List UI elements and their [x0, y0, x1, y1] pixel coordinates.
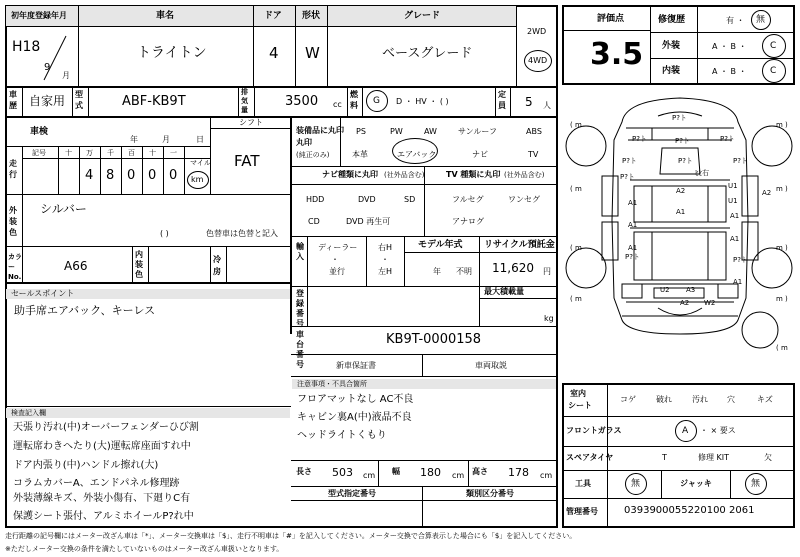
- equipment-title-2: 丸印: [296, 138, 312, 147]
- length-cm: cm: [363, 471, 376, 480]
- tire-mark: ( m: [570, 244, 582, 252]
- equip-aw: AW: [424, 127, 437, 136]
- max-load-unit: kg: [544, 314, 554, 323]
- inspector-line: 運転席わきへたり(大)運転席座面すれ中: [13, 441, 191, 452]
- nav-cd: CD: [308, 217, 320, 226]
- damage-mark: P?ト: [675, 137, 690, 145]
- tire-mark: ( m: [776, 344, 788, 352]
- mileage-digit: 0: [148, 168, 157, 183]
- damage-mark: A1: [628, 244, 638, 252]
- mileage-label: 走行: [9, 159, 17, 179]
- equip-navi: ナビ: [472, 150, 488, 159]
- equip-abs: ABS: [526, 127, 542, 136]
- notes-label: 注意事項・不具合箇所: [297, 380, 367, 388]
- damage-mark: A1: [628, 199, 638, 207]
- left-hand: 左H: [378, 267, 393, 276]
- digit-header-3: 千: [107, 149, 114, 157]
- damage-mark: A1: [676, 208, 686, 216]
- damage-mark: W2: [704, 299, 716, 307]
- damage-mark: U1: [728, 182, 738, 190]
- shaken-year-unit: 年: [130, 135, 138, 144]
- sales-point-label: セールスポイント: [11, 289, 75, 298]
- seat-item: コゲ: [620, 395, 636, 404]
- import-dealer: ディーラー: [318, 243, 358, 252]
- equipment-title: 装備品に丸印: [296, 126, 344, 135]
- fuel-label: 燃料: [350, 90, 358, 110]
- management-label: 管理番号: [566, 507, 598, 516]
- equip-pw: PW: [390, 127, 403, 136]
- equip-sunroof: サンルーフ: [458, 127, 497, 136]
- interior-label: 内装: [662, 66, 681, 76]
- interior-color-label: 内装色: [135, 250, 143, 279]
- shaken-label: 車検: [30, 127, 49, 137]
- windshield-label: フロントガラス: [566, 426, 622, 435]
- damage-mark: ﾋﾋ右: [695, 169, 709, 177]
- tools-label: 工具: [575, 479, 591, 488]
- seat-item: 破れ: [656, 395, 672, 404]
- model-year-value: 不明: [456, 267, 472, 276]
- exterior-options: A ・ B ・: [712, 42, 747, 51]
- digit-header-5: 十: [149, 149, 156, 157]
- recycle-value: 11,620: [492, 261, 534, 275]
- interior-sheet-label-2: シート: [568, 401, 592, 410]
- height-cm: cm: [540, 471, 553, 480]
- inspector-line: ドア内張り(中)ハンドル擦れ(大): [13, 460, 159, 471]
- shift-value: FAT: [234, 152, 260, 170]
- car-name: トライトン: [137, 45, 207, 61]
- damage-mark: A1: [730, 212, 740, 220]
- damage-mark: P?ト: [733, 256, 748, 264]
- reg-month: 9: [44, 62, 51, 73]
- cc-unit: cc: [333, 100, 342, 109]
- import-dot: ・: [331, 255, 339, 264]
- import-parallel: 並行: [329, 267, 345, 276]
- damage-mark: A3: [686, 286, 696, 294]
- width-cm: cm: [452, 471, 465, 480]
- damage-mark: A1: [730, 235, 740, 243]
- inspector-line: コラムカバーA、エンドパネル修理跡: [13, 478, 180, 489]
- color-code: A66: [64, 259, 88, 273]
- inspector-line: 天張り汚れ(中)オーバーフェンダーひび割: [13, 422, 199, 433]
- mile-label: マイル: [190, 159, 211, 167]
- nav-title: ナビ種類に丸印: [322, 170, 378, 179]
- interior-sheet-label-1: 室内: [570, 389, 586, 398]
- usage-value: 自家用: [29, 94, 66, 108]
- damage-mark: P?ト: [632, 135, 647, 143]
- tv-oneseg: ワンセグ: [508, 195, 540, 204]
- spare-repair: 修理 KIT: [698, 453, 730, 462]
- mileage-digit: 0: [169, 168, 178, 183]
- repair-options: 有 ・: [726, 16, 745, 25]
- max-load-label: 最大積載量: [484, 287, 524, 296]
- equipment-subtitle: (純正のみ): [296, 151, 330, 159]
- door-label: ドア: [264, 11, 282, 21]
- mileage-digit: 8: [106, 168, 115, 183]
- ac-label: 冷房: [213, 255, 221, 276]
- tv-title: TV 種類に丸印: [446, 170, 501, 179]
- model-value: ABF-KB9T: [122, 94, 186, 109]
- tv-note: (社外品含む): [504, 171, 545, 179]
- shaken-day-unit: 日: [196, 135, 204, 144]
- first-reg-label: 初年度登録年月: [11, 11, 67, 20]
- color-label: 外装色: [9, 206, 17, 237]
- drive-4wd: 4WD: [528, 56, 548, 65]
- usage-label: 車歴: [9, 90, 17, 110]
- notes-line: ヘッドライトくもり: [297, 430, 387, 441]
- era-year: H18: [12, 39, 41, 55]
- tire-mark: ( m: [570, 121, 582, 129]
- damage-mark: A2: [676, 187, 686, 195]
- damage-mark: P?ト: [733, 157, 748, 165]
- length-value: 503: [332, 466, 353, 479]
- tire-mark: m ): [776, 121, 788, 129]
- doors-value: 4: [269, 44, 279, 62]
- drive-2wd: 2WD: [527, 27, 547, 36]
- equip-ps: PS: [356, 127, 366, 136]
- repair-label: 修復歴: [658, 15, 686, 25]
- digit-header-2: 万: [86, 149, 93, 157]
- model-designation-label: 型式指定番号: [328, 489, 376, 498]
- tools-circled: 無: [631, 479, 641, 489]
- spare-label: スペアタイヤ: [566, 453, 614, 462]
- damage-mark: P?ト: [625, 253, 640, 261]
- equip-leather: 本革: [352, 150, 368, 159]
- hand-dot: ・: [381, 255, 389, 264]
- exterior-circled: C: [770, 41, 777, 51]
- management-value: 0393900055220100 2061: [624, 505, 755, 516]
- nav-hdd: HDD: [306, 195, 325, 204]
- windshield-rest: ・ × 要ス: [700, 426, 736, 435]
- digit-header-1: 十: [65, 149, 72, 157]
- damage-mark: A1: [733, 278, 743, 286]
- equip-airbag: エアバック: [397, 150, 437, 159]
- interior-options: A ・ B ・: [712, 67, 747, 76]
- notes-line: キャビン裏A(中)液晶不良: [297, 412, 412, 423]
- mileage-digit: 0: [127, 168, 136, 183]
- shape-value: W: [305, 44, 320, 62]
- model-label: 型式: [75, 90, 83, 110]
- tire-mark: m ): [776, 244, 788, 252]
- car-name-label: 車名: [156, 11, 175, 21]
- color-paren: ( ): [160, 229, 169, 238]
- nav-dvd: DVD: [358, 195, 376, 204]
- damage-mark: P?ト: [620, 173, 635, 181]
- category-label: 類別区分番号: [466, 489, 514, 498]
- equip-tv: TV: [528, 150, 539, 159]
- right-hand: 右H: [378, 243, 393, 252]
- score-label: 評価点: [597, 14, 625, 24]
- length-label: 長さ: [296, 467, 312, 476]
- damage-mark: U1: [728, 197, 738, 205]
- vehicle-manual: 車両取説: [475, 361, 507, 370]
- repair-circled: 無: [756, 15, 766, 25]
- damage-mark: P?ト: [672, 114, 687, 122]
- mileage-digit: 4: [85, 168, 94, 183]
- jack-circled: 無: [751, 479, 761, 489]
- seat-item: 汚れ: [692, 395, 708, 404]
- interior-circled: C: [770, 66, 777, 76]
- model-year-unit: 年: [433, 267, 441, 276]
- damage-mark: A1: [628, 221, 638, 229]
- width-label: 幅: [392, 467, 400, 476]
- digit-header-4: 百: [128, 149, 135, 157]
- capacity-unit: 人: [543, 101, 551, 110]
- import-label: 輸入: [296, 242, 304, 261]
- recycle-label: リサイクル預託金: [484, 240, 555, 250]
- damage-diagram: [562, 88, 796, 378]
- damage-mark: P?ト: [622, 157, 637, 165]
- nav-sd: SD: [404, 195, 416, 204]
- tv-fullseg: フルセグ: [452, 195, 484, 204]
- inspector-line: 保護シート張付、アルミホイールP?れ中: [13, 511, 194, 522]
- fuel-options: D ・ HV ・ ( ): [396, 97, 449, 106]
- grade-value: ベースグレード: [382, 46, 473, 61]
- tire-mark: m ): [776, 295, 788, 303]
- footer-line-2: ※ただしメーター交換の条件を満たしていないものはメーター改ざん車扱いとなります。: [5, 545, 284, 553]
- displacement-label: 排気量: [241, 88, 248, 114]
- capacity-label: 定員: [498, 90, 506, 110]
- digit-header-0: 記号: [32, 149, 46, 157]
- notes-line: フロアマットなし AC不良: [297, 394, 414, 405]
- fuel-g: G: [373, 96, 380, 106]
- seat-item: 穴: [727, 395, 735, 404]
- recycle-yen: 円: [543, 267, 551, 276]
- color-value: シルバー: [40, 202, 87, 216]
- height-label: 高さ: [472, 467, 488, 476]
- exterior-label: 外装: [662, 41, 681, 51]
- tire-mark: ( m: [570, 295, 582, 303]
- shaken-month-unit: 月: [162, 135, 170, 144]
- damage-mark: A2: [680, 299, 690, 307]
- grade-label: グレード: [404, 11, 441, 21]
- spare-t: T: [662, 453, 667, 462]
- damage-mark: P?ト: [720, 135, 735, 143]
- footer-line-1: 走行距離の記号欄にはメーター改ざん車は「*」、メーター交換車は「$」、走行不明車は「#」を記入してください。メーター交換で合算表示した場合にも「$」を記入してください。: [5, 532, 577, 540]
- shift-label: シフト: [239, 118, 263, 127]
- tire-mark: ( m: [570, 185, 582, 193]
- nav-dvd-play: DVD 再生可: [346, 217, 391, 226]
- displacement-value: 3500: [285, 94, 319, 109]
- windshield-circled: A: [682, 426, 689, 436]
- registration-label: 登録番号: [296, 289, 304, 328]
- nav-note: (社外品含む): [384, 171, 425, 179]
- damage-mark: A2: [762, 189, 772, 197]
- chassis-label: 車台番号: [296, 330, 304, 369]
- inspector-label: 検査記入欄: [11, 409, 46, 417]
- km-label: km: [191, 175, 204, 184]
- width-value: 180: [420, 466, 441, 479]
- jack-label: ジャッキ: [680, 479, 712, 488]
- digit-header-6: 一: [170, 149, 177, 157]
- reg-month-unit: 月: [62, 71, 70, 80]
- score-value: 3.5: [590, 37, 644, 72]
- chassis-value: KB9T-0000158: [386, 332, 482, 347]
- new-car-warranty: 新車保証書: [336, 361, 376, 370]
- tv-analog: アナログ: [452, 217, 484, 226]
- tire-mark: m ): [776, 185, 788, 193]
- color-code-label: カラーNo.: [8, 253, 22, 281]
- height-value: 178: [508, 466, 529, 479]
- damage-mark: P?ト: [678, 157, 693, 165]
- inspector-line: 外装薄線キズ、外装小傷有、下廻りC有: [13, 493, 191, 504]
- seat-item: キズ: [757, 395, 773, 404]
- model-year-label: モデル年式: [418, 240, 463, 250]
- sales-point-text: 助手席エアバック、キーレス: [14, 304, 156, 317]
- capacity-value: 5: [525, 95, 533, 109]
- spare-none: 欠: [764, 453, 772, 462]
- damage-mark: U2: [660, 286, 670, 294]
- shape-label: 形状: [302, 11, 321, 21]
- color-note: 色替車は色替と記入: [206, 229, 278, 238]
